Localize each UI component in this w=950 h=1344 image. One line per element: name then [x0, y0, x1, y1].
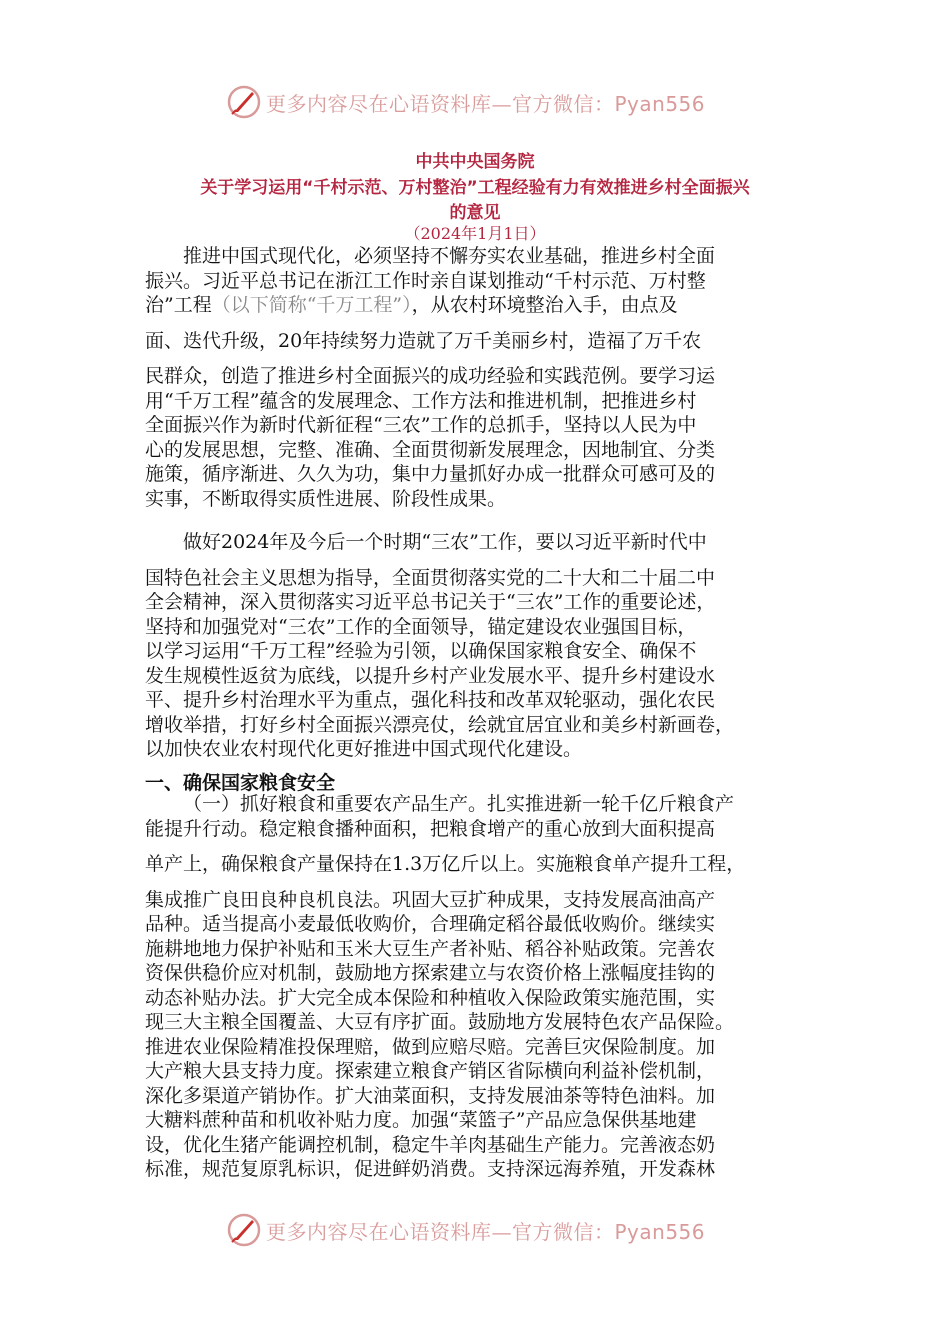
text-line: 大产粮大县支持力度。探索建立粮食产销区省际横向利益补偿机制， — [145, 1060, 716, 1082]
text-line: 民群众，创造了推进乡村全面振兴的成功经验和实践范例。要学习运 — [145, 365, 716, 387]
text-line: 心的发展思想，完整、准确、全面贯彻新发展理念，因地制宜、分类 — [145, 438, 716, 461]
text-line: 单产上，确保粮食产量保持在1.3万亿斤以上。实施粮食单产提升工程， — [145, 853, 746, 875]
bottom-watermark-banner — [0, 1210, 950, 1250]
text-line: 以学习运用“千万工程”经验为引领，以确保国家粮食安全、确保不 — [145, 640, 697, 662]
text-line: 全面振兴作为新时代新征程“三农”工作的总抓手，坚持以人民为中 — [145, 414, 697, 436]
quill-logo-icon — [226, 84, 262, 120]
text-line: 以加快农业农村现代化更好推进中国式现代化建设。 — [145, 738, 583, 760]
text-line: 资保供稳价应对机制，鼓励地方探索建立与农资价格上涨幅度挂钩的 — [145, 962, 716, 984]
text-line: 实事，不断取得实质性进展、阶段性成果。 — [145, 487, 507, 510]
banner-text: 更多内容尽在心语资料库—官方微信：Pyan556 — [266, 91, 706, 116]
text-line: 大糖料蔗种苗和机收补贴力度。加强“菜篮子”产品应急保供基地建 — [145, 1109, 697, 1131]
paragraph-3 — [145, 792, 805, 1182]
text-line: 用“千万工程”蕴含的发展理念、工作方法和推进机制，把推进乡村 — [145, 389, 697, 412]
text-line: 增收举措，打好乡村全面振兴漂亮仗，绘就宜居宜业和美乡村新画卷， — [145, 713, 735, 736]
top-watermark-banner — [0, 82, 950, 122]
text-line: 全会精神，深入贯彻落实习近平总书记关于“三农”工作的重要论述， — [145, 591, 716, 613]
document-date: （2024年1月1日） — [404, 224, 546, 243]
text-line: 施策，循序渐进、久久为功，集中力量抓好办成一批群众可感可及的 — [145, 463, 716, 485]
text-line: 发生规模性返贫为底线，以提升乡村产业发展水平、提升乡村建设水 — [145, 664, 716, 687]
text-line: 平、提升乡村治理水平为重点，强化科技和改革双轮驱动，强化农民 — [145, 689, 716, 711]
text-line: 施耕地地力保护补贴和玉米大豆生产者补贴、稻谷补贴政策。完善农 — [145, 937, 716, 960]
text-line: 治”工程（以下简称“千万工程”），从农村环境整治入手，由点及 — [145, 294, 678, 316]
text-line: 做好2024年及今后一个时期“三农”工作，要以习近平新时代中 — [183, 531, 707, 553]
text-line: 设，优化生猪产能调控机制，稳定牛羊肉基础生产能力。完善液态奶 — [145, 1133, 716, 1156]
text-line: 品种。适当提高小麦最低收购价，合理确定稻谷最低收购价。继续实 — [145, 913, 716, 935]
document-title-line2: 的意见 — [449, 203, 501, 223]
quill-logo-icon — [226, 1212, 262, 1248]
paragraph-2 — [145, 530, 805, 762]
paragraph-1 — [145, 244, 805, 511]
text-line: 现三大主粮全国覆盖、大豆有序扩面。鼓励地方发展特色农产品保险。 — [145, 1011, 735, 1033]
text-line: （一）抓好粮食和重要农产品生产。扎实推进新一轮千亿斤粮食产 — [183, 793, 735, 815]
section-heading: 一、确保国家粮食安全 — [145, 772, 336, 794]
text-line: 动态补贴办法。扩大完全成本保险和种植收入保险政策实施范围，实 — [145, 986, 716, 1009]
document-title-line1: 关于学习运用“千村示范、万村整治”工程经验有力有效推进乡村全面振兴 — [200, 178, 750, 198]
text-line: 国特色社会主义思想为指导，全面贯彻落实党的二十大和二十届二中 — [145, 566, 716, 589]
document-org: 中共中央国务院 — [415, 152, 535, 172]
text-line: 振兴。习近平总书记在浙江工作时亲自谋划推动“千村示范、万村整 — [145, 269, 706, 292]
banner-text: 更多内容尽在心语资料库—官方微信：Pyan556 — [266, 1219, 706, 1244]
text-line: 标准，规范复原乳标识，促进鲜奶消费。支持深远海养殖，开发森林 — [145, 1158, 716, 1180]
text-line: 推进中国式现代化，必须坚持不懈夯实农业基础，推进乡村全面 — [183, 245, 716, 267]
text-line: 深化多渠道产销协作。扩大油菜面积，支持发展油茶等特色油料。加 — [145, 1084, 716, 1107]
text-line: 能提升行动。稳定粮食播种面积，把粮食增产的重心放到大面积提高 — [145, 817, 716, 840]
text-line: 坚持和加强党对“三农”工作的全面领导，锚定建设农业强国目标， — [145, 615, 697, 638]
text-line: 推进农业保险精准投保理赔，做到应赔尽赔。完善巨灾保险制度。加 — [145, 1035, 716, 1058]
text-line: 面、迭代升级，20年持续努力造就了万千美丽乡村，造福了万千农 — [145, 329, 702, 352]
text-line: 集成推广良田良种良机良法。巩固大豆扩种成果，支持发展高油高产 — [145, 888, 716, 911]
